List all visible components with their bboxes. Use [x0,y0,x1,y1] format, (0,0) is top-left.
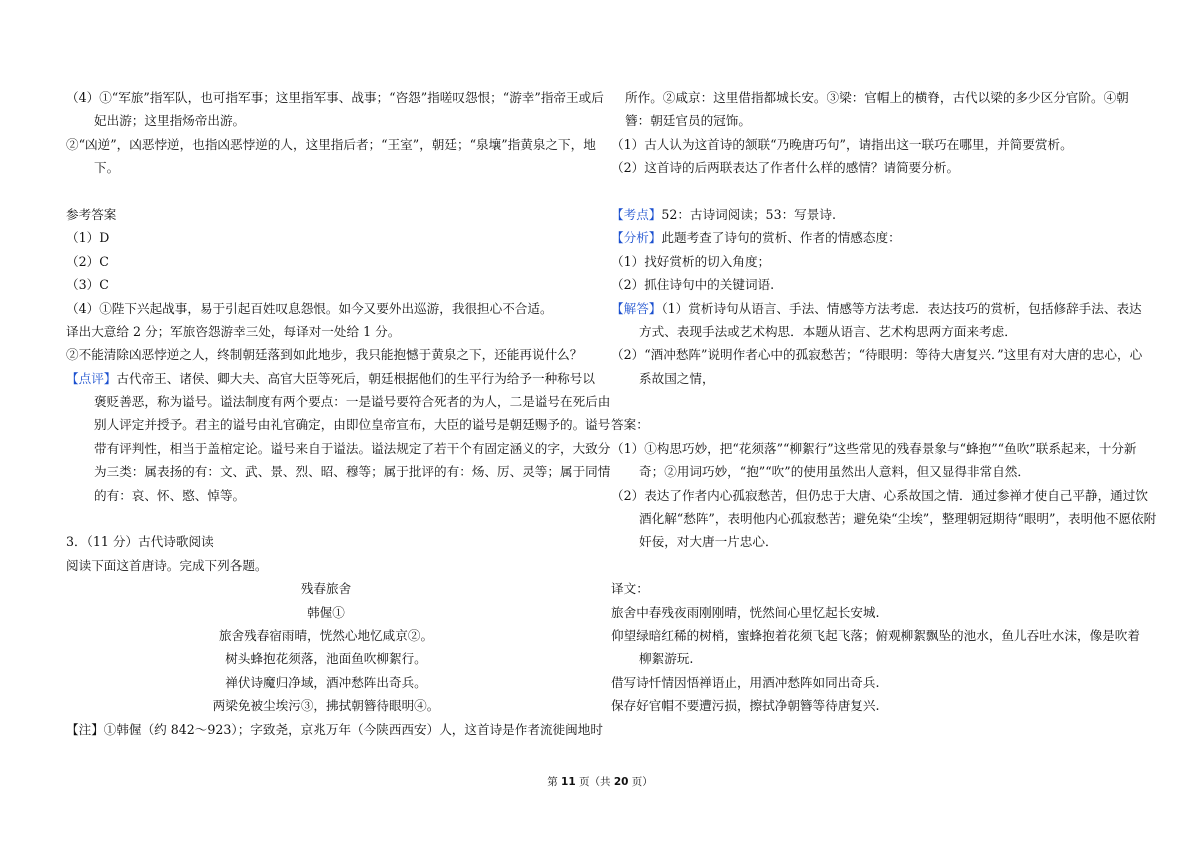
line-text: 答案： [611,417,649,433]
text-line [611,297,1142,320]
text-line [611,156,1131,179]
text-line [611,109,1131,132]
line-text: 奇；②用词巧妙，“抱”“吹”的使用虽然出人意料，但又显得非常自然． [639,464,1030,480]
section-tag: 【考点】 [611,206,662,222]
footer-prefix: 第 [547,776,562,788]
text-line [66,297,586,320]
section-tag: 【解答】 [611,300,662,316]
line-text: （1）①构思巧妙，把“花须落”“柳絮行”这些常见的残春景象与“蜂抱”“鱼吹”联系起来，十分新 [611,440,1137,456]
line-text: 系故国之情， [639,370,715,386]
text-line [611,484,1148,507]
text-line [611,413,1131,436]
line-text: 译文： [611,581,649,597]
line-text: 褒贬善恶，称为谥号。谥法制度有两个要点：一是谥号要符合死者的为人，二是谥号在死后由 [94,394,611,410]
section-tag: 【点评】 [66,370,117,386]
text-line [611,624,1140,647]
text-line [611,133,1131,156]
text-line [611,530,1131,553]
text-line [66,343,586,366]
text-line [611,273,1131,296]
text-line [66,367,595,390]
line-text: 禅伏诗魔归净域，酒冲愁阵出奇兵。 [225,674,427,690]
text-line [611,437,1137,460]
text-line [611,226,1131,249]
left-column [66,86,611,741]
text-line [611,250,1131,273]
line-text: 柳絮游玩. [639,651,694,667]
text-line [66,226,586,249]
text-line [66,273,586,296]
line-text: （2）“酒冲愁阵”说明作者心中的孤寂愁苦；“待眼明：等待大唐复兴．”这里有对大唐的忠心，心 [611,347,1143,363]
line-text: 旅舍残春宿雨晴，恍然心地忆咸京②。 [218,627,434,643]
line-text: 参考答案 [66,206,117,222]
blank-line [611,180,1131,203]
text-line [66,718,603,741]
line-text: 保存好官帽不要遭污损，擦拭净朝簪等待唐复兴. [611,698,880,714]
line-text: （2）C [66,253,109,269]
text-line [611,577,1131,600]
line-text: 【注】①韩偓（约 842～923）；字致尧，京兆万年（今陕西西安）人，这首诗是作者流徙闽地时 [66,721,603,737]
text-line [66,86,604,109]
line-text: 别人评定并授予。君主的谥号由礼官确定，由即位皇帝宣布，大臣的谥号是朝廷赐予的。谥号 [94,417,611,433]
footer-middle: 页（共 [575,776,614,788]
line-text: 为三类：属表扬的有：文、武、景、烈、昭、穆等；属于批评的有：炀、厉、灵等；属于同情 [94,464,611,480]
line-text: （1）找好赏析的切入角度； [611,253,771,269]
line-text: 阅读下面这首唐诗。完成下列各题。 [66,557,268,573]
text-line [611,647,1131,670]
text-line [611,460,1131,483]
line-text: 古代帝王、诸侯、卿大夫、高官大臣等死后，朝廷根据他们的生平行为给予一种称号以 [116,370,595,386]
line-text: 韩偓① [307,604,345,620]
text-line [66,109,586,132]
text-line [611,86,1131,109]
text-line [611,367,1131,390]
blank-line [66,180,586,203]
line-text: 借写诗忏情因悟禅语止，用酒冲愁阵如同出奇兵. [611,674,880,690]
line-text: 方式、表现手法或艺术构思．本题从语言、艺术构思两方面来考虑． [639,323,1017,339]
text-line [66,647,586,670]
text-line [611,203,1131,226]
line-text: 树头蜂抱花须落，池面鱼吹柳絮行。 [225,651,427,667]
line-text: 译出大意给 2 分；军旅咨怨游幸三处，每译对一处给 1 分。 [66,323,401,339]
line-text: 旅舍中春残夜雨刚刚晴，恍然间心里忆起长安城. [611,604,880,620]
text-line [66,203,586,226]
footer-suffix: 页） [628,776,653,788]
line-text: 下。 [94,160,120,176]
right-column [611,86,1157,718]
line-text: （4）①“军旅”指军队，也可指军事；这里指军事、战事；“咨怨”指嗟叹怨恨；“游幸”指帝王或后 [66,90,604,105]
blank-line [66,507,586,530]
text-line [66,577,586,600]
line-text: 此题考查了诗句的赏析、作者的情感态度： [661,230,901,246]
text-line [66,156,586,179]
text-line [66,413,611,436]
line-text: （4）①陛下兴起战事，易于引起百姓叹息怨恨。如今又要外出巡游，我很担心不合适。 [66,300,553,316]
line-text: 酒化解“愁阵”，表明他内心孤寂愁苦；避免染“尘埃”，整理朝冠期待“眼明”，表明他不愿依附 [639,511,1157,527]
line-text: ②“凶逆”，凶恶悖逆，也指凶恶悖逆的人，这里指后者；“王室”，朝廷；“泉壤”指黄泉之下，地 [66,136,596,152]
line-text: 妃出游；这里指炀帝出游。 [94,113,246,129]
line-text: 仰望绿暗红稀的树梢，蜜蜂抱着花须飞起飞落；俯观柳絮飘坠的池水，鱼儿吞吐水沫，像是吹着 [611,627,1140,643]
line-text: 3．（11 分）古代诗歌阅读 [66,534,214,550]
line-text: 所作。②咸京：这里借指都城长安。③梁：官帽上的横脊，古代以梁的多少区分官阶。④朝 [625,90,1129,105]
page-number: 11 [561,776,576,788]
line-text: 两梁免被尘埃污③，拂拭朝簪待眼明④。 [212,698,440,714]
page-footer [0,774,1200,789]
blank-line [611,554,1131,577]
text-line [66,133,596,156]
text-line [66,624,586,647]
line-text: 带有评判性，相当于盖棺定论。谥号来自于谥法。谥法规定了若干个有固定涵义的字，大致分 [94,440,611,456]
text-line [611,694,1131,717]
text-line [66,530,586,553]
line-text: （3）C [66,277,109,293]
text-line [66,460,611,483]
text-line [66,601,586,624]
line-text: 52：古诗词阅读；53：写景诗. [661,206,836,222]
line-text: 奸佞，对大唐一片忠心． [639,534,778,550]
line-text: （2）表达了作者内心孤寂愁苦，但仍忠于大唐、心系故国之情．通过参禅才使自己平静，通过饮 [611,487,1148,503]
text-line [611,671,1131,694]
text-line [611,343,1143,366]
line-text: （2）抓住诗句中的关键词语. [611,277,775,293]
line-text: 簪：朝廷官员的冠饰。 [625,113,751,129]
blank-line [611,390,1131,413]
line-text: 残春旅舍 [300,581,352,597]
text-line [66,671,586,694]
line-text: （1）D [66,230,110,246]
text-line [66,694,586,717]
line-text: （1）古人认为这首诗的颔联“乃晚唐巧句”，请指出这一联巧在哪里，并简要赏析。 [611,136,1073,152]
line-text: ②不能清除凶恶悖逆之人，终制朝廷落到如此地步，我只能抱憾于黄泉之下，还能再说什么？ [66,347,583,363]
line-text: （1）赏析诗句从语言、手法、情感等方法考虑．表达技巧的赏析，包括修辞手法、表达 [661,300,1142,316]
text-line [611,507,1157,530]
line-text: （2）这首诗的后两联表达了作者什么样的感情？请简要分析。 [611,160,960,176]
text-line [611,320,1131,343]
text-line [66,484,586,507]
text-line [66,320,586,343]
text-line [66,250,586,273]
text-line [611,601,1131,624]
text-line [66,554,586,577]
total-pages: 20 [613,776,629,788]
text-line [66,390,611,413]
line-text: 的有：哀、怀、愍、悼等。 [94,487,246,503]
section-tag: 【分析】 [611,230,662,246]
text-line [66,437,611,460]
